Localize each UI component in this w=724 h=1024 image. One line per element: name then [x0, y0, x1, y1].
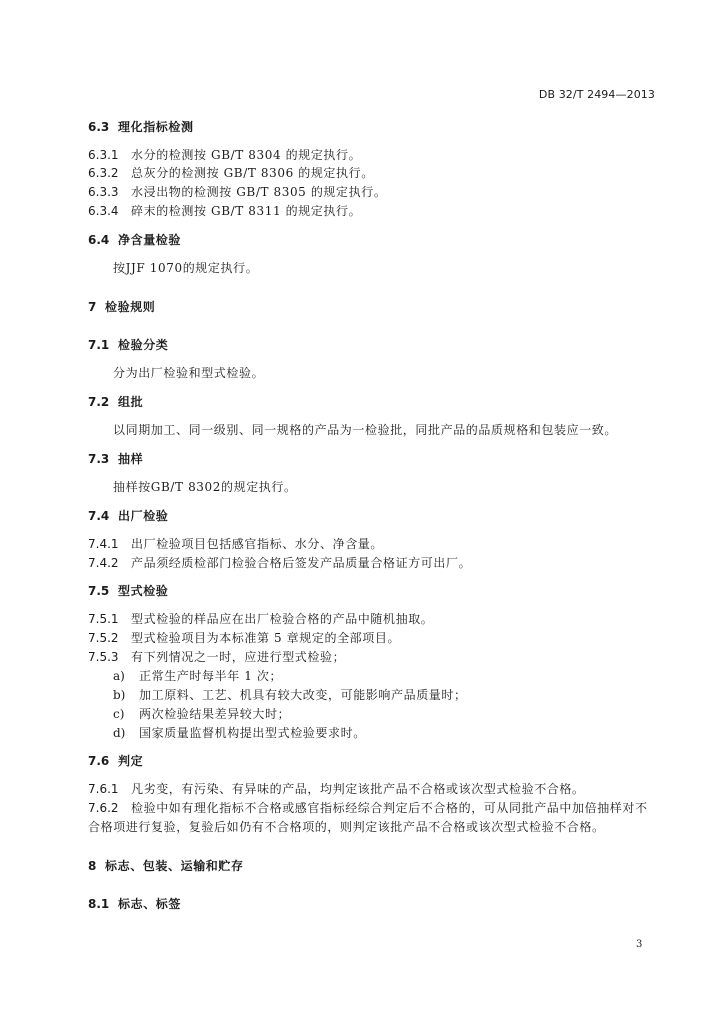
clause-6-3-2 — [88, 165, 374, 181]
clause-text: 产品须经质检部门检验合格后签发产品质量合格证方可出厂。 — [131, 556, 472, 570]
chapter-7-heading — [88, 299, 155, 315]
list-marker: a) — [113, 669, 125, 683]
clause-text: 检验中如有理化指标不合格或感官指标经综合判定后不合格的，可从同批产品中加倍抽样对不 — [131, 801, 648, 815]
clause-7-2-heading — [88, 394, 143, 410]
clause-number: 7.1 — [88, 338, 110, 352]
clause-number: 7.6.1 — [88, 782, 119, 796]
clause-7-1-body: 分为出厂检验和型式检验。 — [113, 366, 265, 380]
chapter-number: 7 — [88, 300, 97, 314]
clause-title: 抽样 — [118, 452, 144, 466]
clause-number: 6.3.1 — [88, 148, 119, 162]
list-item-b — [113, 687, 467, 703]
clause-6-4-body: 按JJF 1070的规定执行。 — [113, 261, 259, 275]
clause-text: 水浸出物的检测按 GB/T 8305 的规定执行。 — [131, 185, 387, 199]
chapter-8-heading — [88, 858, 244, 874]
clause-7-5-1 — [88, 611, 433, 627]
clause-6-3-heading — [88, 119, 194, 135]
clause-7-4-2 — [88, 555, 471, 571]
clause-number: 6.3.3 — [88, 185, 119, 199]
clause-7-2-body: 以同期加工、同一级别、同一规格的产品为一检验批，同批产品的品质规格和包装应一致。 — [113, 423, 618, 437]
clause-number: 7.2 — [88, 395, 110, 409]
clause-title: 理化指标检测 — [118, 120, 194, 134]
clause-7-3-heading — [88, 451, 143, 467]
list-item-d — [113, 725, 366, 741]
list-item-a — [113, 668, 282, 684]
list-text: 加工原料、工艺、机具有较大改变，可能影响产品质量时； — [139, 688, 467, 702]
clause-title: 型式检验 — [118, 584, 169, 598]
clause-6-3-1 — [88, 147, 361, 163]
list-marker: c) — [113, 707, 125, 721]
clause-7-4-1 — [88, 536, 383, 552]
document-code-header: DB 32/T 2494—2013 — [538, 88, 655, 101]
clause-7-5-heading — [88, 583, 168, 599]
chapter-title: 检验规则 — [105, 300, 156, 314]
clause-7-4-heading — [88, 508, 168, 524]
clause-7-6-2-continuation: 合格项进行复验，复验后如仍有不合格项的，则判定该批产品不合格或该次型式检验不合格。 — [88, 820, 605, 834]
clause-6-4-heading — [88, 232, 181, 248]
clause-7-6-heading — [88, 753, 143, 769]
chapter-title: 标志、包装、运输和贮存 — [105, 859, 244, 873]
clause-number: 7.5.1 — [88, 612, 119, 626]
clause-text: 水分的检测按 GB/T 8304 的规定执行。 — [131, 148, 362, 162]
list-item-c — [113, 706, 290, 722]
clause-6-3-4 — [88, 203, 361, 219]
clause-title: 标志、标签 — [118, 897, 182, 911]
clause-6-3-3 — [88, 184, 386, 200]
list-text: 两次检验结果差异较大时； — [139, 707, 291, 721]
clause-number: 8.1 — [88, 897, 110, 911]
clause-number: 7.6.2 — [88, 801, 119, 815]
clause-7-6-2 — [88, 800, 648, 816]
clause-text: 型式检验项目为本标准第 5 章规定的全部项目。 — [131, 631, 401, 645]
clause-text: 凡劣变，有污染、有异味的产品，均判定该批产品不合格或该次型式检验不合格。 — [131, 782, 585, 796]
clause-title: 净含量检验 — [118, 233, 182, 247]
chapter-number: 8 — [88, 859, 97, 873]
clause-text: 型式检验的样品应在出厂检验合格的产品中随机抽取。 — [131, 612, 434, 626]
clause-number: 7.6 — [88, 754, 110, 768]
clause-number: 7.4 — [88, 509, 110, 523]
clause-title: 组批 — [118, 395, 144, 409]
clause-number: 6.3.2 — [88, 166, 119, 180]
clause-number: 6.4 — [88, 233, 110, 247]
clause-text: 有下列情况之一时，应进行型式检验； — [131, 650, 346, 664]
clause-7-5-2 — [88, 630, 400, 646]
clause-text: 碎末的检测按 GB/T 8311 的规定执行。 — [131, 204, 362, 218]
clause-number: 7.3 — [88, 452, 110, 466]
clause-number: 6.3.4 — [88, 204, 119, 218]
clause-8-1-heading — [88, 896, 181, 912]
page-number: 3 — [636, 939, 643, 950]
clause-7-1-heading — [88, 337, 168, 353]
clause-number: 7.5.2 — [88, 631, 119, 645]
clause-7-6-1 — [88, 781, 585, 797]
clause-number: 7.4.1 — [88, 537, 119, 551]
clause-text: 出厂检验项目包括感官指标、水分、净含量。 — [131, 537, 384, 551]
clause-number: 7.5.3 — [88, 650, 119, 664]
clause-number: 7.5 — [88, 584, 110, 598]
clause-7-5-3 — [88, 649, 345, 665]
clause-number: 6.3 — [88, 120, 110, 134]
clause-title: 出厂检验 — [118, 509, 169, 523]
clause-title: 检验分类 — [118, 338, 169, 352]
clause-7-3-body: 抽样按GB/T 8302的规定执行。 — [113, 480, 297, 494]
list-text: 国家质量监督机构提出型式检验要求时。 — [139, 726, 366, 740]
list-text: 正常生产时每半年 1 次； — [139, 669, 283, 683]
clause-text: 总灰分的检测按 GB/T 8306 的规定执行。 — [131, 166, 374, 180]
clause-title: 判定 — [118, 754, 144, 768]
list-marker: b) — [113, 688, 126, 702]
clause-number: 7.4.2 — [88, 556, 119, 570]
list-marker: d) — [113, 726, 126, 740]
